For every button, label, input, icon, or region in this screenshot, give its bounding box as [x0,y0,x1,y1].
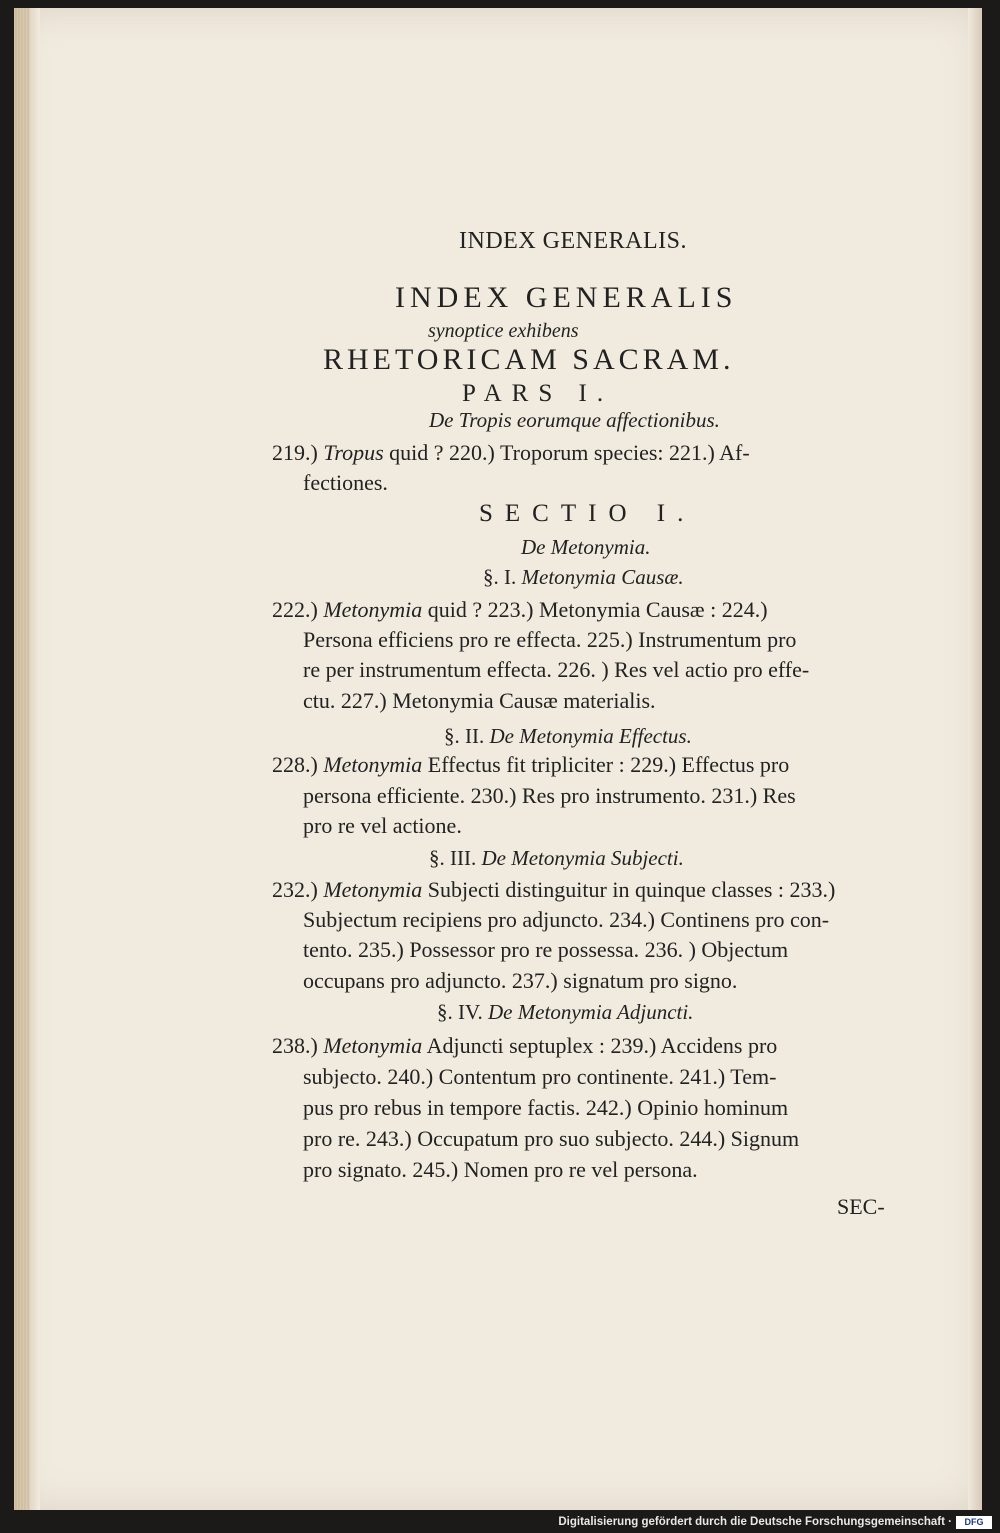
text-line: persona efficiente. 230.) Res pro instrumento. 231.) Res [303,783,796,808]
text-line: occupans pro adjuncto. 237.) signatum pro signo. [303,968,738,993]
text-line: pro re vel actione. [303,813,462,838]
sectio-subtitle: De Metonymia. [521,535,651,559]
index-subtitle: synoptice exhibens [428,320,579,342]
text-line: 232.) Metonymia Subjecti distinguitur in quinque classes : 233.) [272,877,836,902]
text-line: pus pro rebus in tempore factis. 242.) Opinio hominum [303,1095,789,1120]
text-line: Subjectum recipiens pro adjuncto. 234.) Continens pro con- [303,907,830,932]
index-title: INDEX GENERALIS [395,281,738,314]
text-line: pro signato. 245.) Nomen pro re vel persona. [303,1157,698,1182]
text-line: 238.) Metonymia Adjuncti septuplex : 239.) Accidens pro [272,1033,778,1058]
running-head: INDEX GENERALIS. [459,228,687,254]
right-page-edge [968,8,982,1510]
intro-line-1: 219.) Tropus quid ? 220.) Troporum species: 221.) Af- [272,440,750,465]
pars-heading: PARS I. [462,380,614,407]
text-line: Persona efficiens pro re effecta. 225.) Instrumentum pro [303,627,797,652]
section-heading: §. III. De Metonymia Subjecti. [429,846,684,870]
section-heading: §. I. Metonymia Causæ. [483,565,684,589]
sectio-heading: SECTIO I. [479,500,696,527]
text-line: tento. 235.) Possessor pro re possessa. 236. ) Objectum [303,937,789,962]
digitization-footer [0,1511,1000,1533]
dfg-logo-icon: DFG [956,1516,992,1529]
catchword: SEC- [837,1194,885,1219]
page-edges [14,8,30,1510]
pars-subtitle: De Tropis eorumque affectionibus. [429,408,720,432]
text-line: 228.) Metonymia Effectus fit tripliciter : 229.) Effectus pro [272,752,790,777]
text-line: 222.) Metonymia quid ? 223.) Metonymia Causæ : 224.) [272,597,768,622]
section-heading: §. II. De Metonymia Effectus. [444,724,692,748]
intro-line-2: fectiones. [303,470,388,495]
text-line: subjecto. 240.) Contentum pro continente. 241.) Tem- [303,1064,777,1089]
text-line: pro re. 243.) Occupatum pro suo subjecto. 244.) Signum [303,1126,800,1151]
text-line: re per instrumentum effecta. 226. ) Res vel actio pro effe- [303,657,810,682]
text-line: ctu. 227.) Metonymia Causæ materialis. [303,688,656,713]
section-heading: §. IV. De Metonymia Adjuncti. [437,1000,694,1024]
footer-credit: Digitalisierung gefördert durch die Deutsche Forschungsgemeinschaft · [558,1516,952,1528]
rhetorica-title: RHETORICAM SACRAM. [323,343,735,376]
